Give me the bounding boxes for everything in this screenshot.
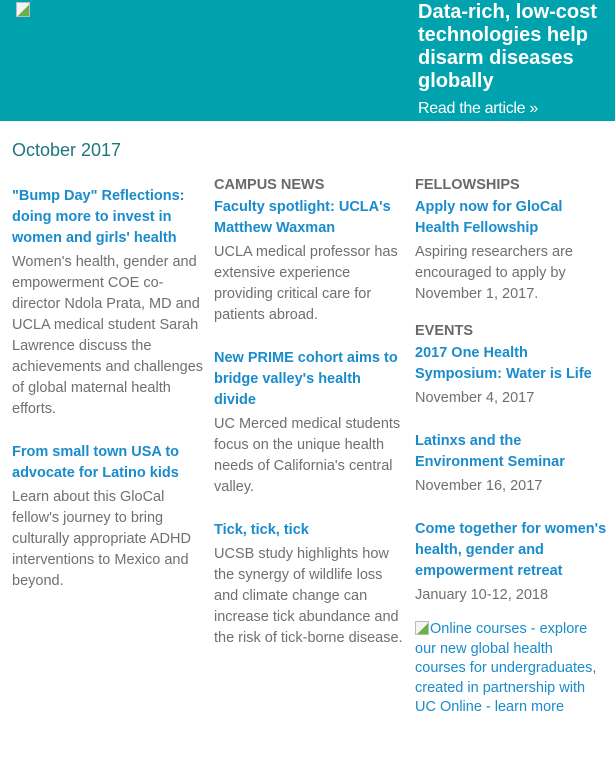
promo-alt-text: Online courses - explore our new global health courses for undergraduates, created in partnership with UC Online - learn more — [415, 621, 597, 715]
event-date: November 4, 2017 — [415, 390, 535, 406]
article-link[interactable]: Tick, tick, tick — [214, 522, 309, 538]
read-article-link[interactable]: Read the article » — [418, 100, 539, 117]
section-heading: CAMPUS NEWS — [214, 177, 325, 193]
article-link[interactable]: From small town USA to advocate for Latino kids — [12, 444, 180, 481]
broken-image-icon — [415, 621, 429, 635]
article-summary: UC Merced medical students focus on the unique health needs of California's central valley. — [214, 416, 401, 495]
hero-title[interactable]: Data-rich, low-cost technologies help disarm diseases globally — [418, 1, 597, 92]
section-heading: FELLOWSHIPS — [415, 177, 520, 193]
column-featured — [12, 186, 204, 614]
article-link[interactable]: New PRIME cohort aims to bridge valley's health divide — [214, 350, 398, 408]
article-link[interactable]: Faculty spotlight: UCLA's Matthew Waxman — [214, 199, 391, 236]
article-summary: Learn about this GloCal fellow's journey to bring culturally appropriate ADHD interventions to Mexico and beyond. — [12, 489, 191, 589]
column-campus-news — [214, 175, 406, 671]
hero-banner — [0, 0, 615, 121]
event-link[interactable]: Come together for women's health, gender and empowerment retreat — [415, 521, 607, 579]
fellowship-link[interactable]: Apply now for GloCal Health Fellowship — [415, 199, 563, 236]
event-date: January 10-12, 2018 — [415, 587, 549, 603]
section-heading: EVENTS — [415, 323, 474, 339]
article-summary: Women's health, gender and empowerment COE co-director Ndola Prata, MD and UCLA medical student Sarah Lawrence discuss the achievements and challenges of global maternal health efforts. — [12, 254, 204, 417]
column-fellowships-events — [415, 175, 607, 718]
article-link[interactable]: "Bump Day" Reflections: doing more to invest in women and girls' health — [12, 188, 185, 246]
event-link[interactable]: 2017 One Health Symposium: Water is Life — [415, 345, 592, 382]
online-courses-promo-link[interactable] — [415, 620, 607, 718]
article-summary: UCSB study highlights how the synergy of wildlife loss and climate change can increase tick abundance and the risk of tick-borne disease. — [214, 546, 403, 646]
broken-image-icon — [16, 2, 30, 17]
article-summary: UCLA medical professor has extensive experience providing critical care for patients abroad. — [214, 244, 398, 323]
event-link[interactable]: Latinxs and the Environment Seminar — [415, 433, 565, 470]
fellowship-summary: Aspiring researchers are encouraged to apply by November 1, 2017. — [415, 244, 573, 302]
event-date: November 16, 2017 — [415, 478, 543, 494]
issue-date: October 2017 — [12, 140, 122, 160]
